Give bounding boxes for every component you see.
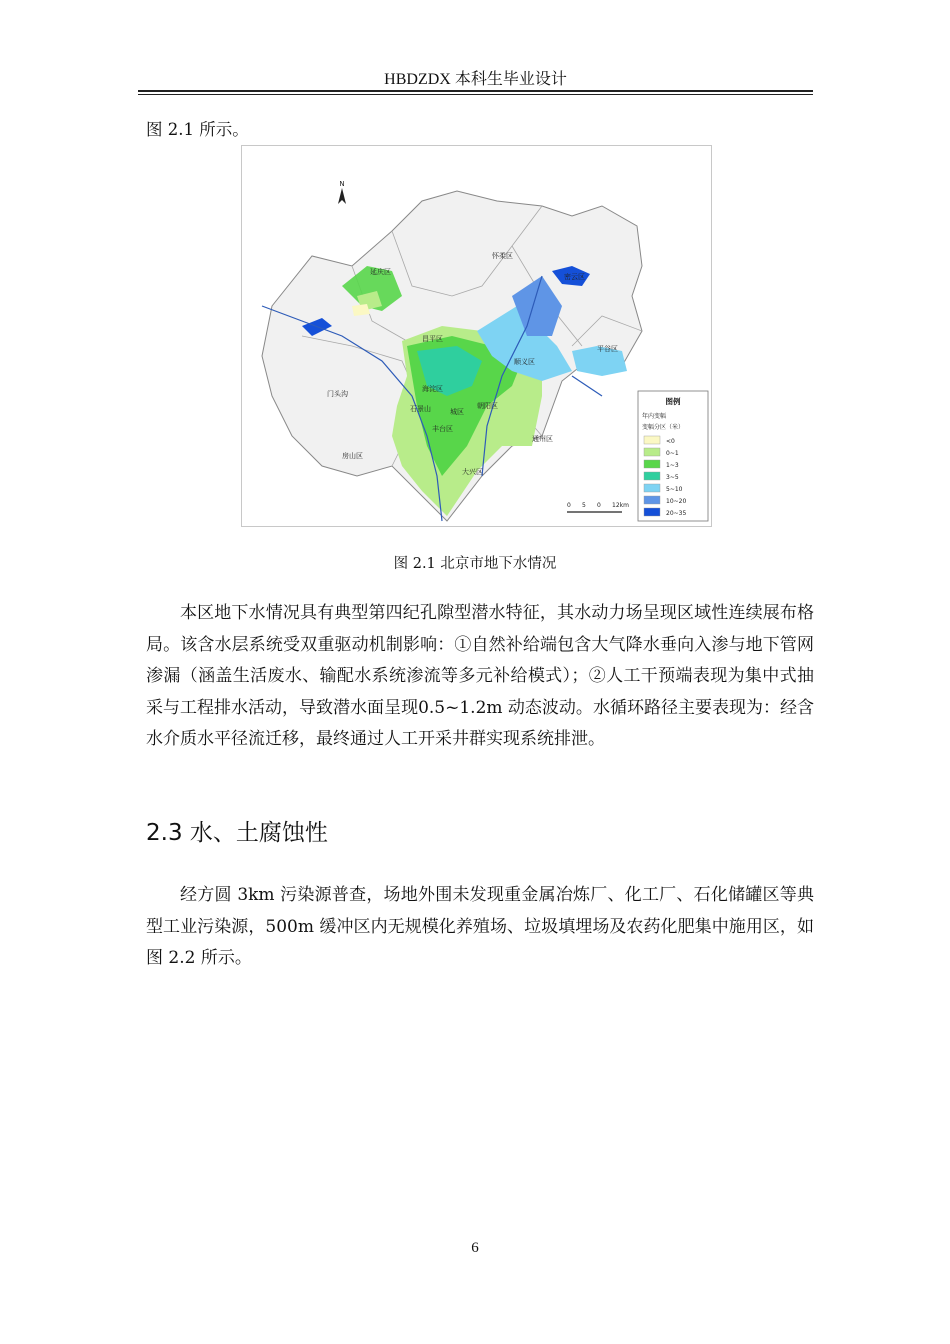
svg-text:昌平区: 昌平区 — [422, 335, 443, 343]
legend-swatch — [644, 496, 660, 504]
legend-label: 5~10 — [666, 486, 683, 493]
svg-text:大兴区: 大兴区 — [462, 468, 483, 476]
svg-text:0: 0 — [567, 502, 571, 509]
legend-label: <0 — [666, 438, 675, 445]
svg-text:年内变幅: 年内变幅 — [642, 413, 667, 420]
svg-text:12km: 12km — [612, 502, 629, 509]
legend-swatch — [644, 460, 660, 468]
legend-swatch — [644, 448, 660, 456]
groundwater-map-figure — [241, 145, 712, 527]
svg-text:延庆区: 延庆区 — [370, 268, 391, 276]
svg-text:通州区: 通州区 — [532, 435, 553, 443]
figure-caption: 图 2.1 北京市地下水情况 — [393, 556, 557, 572]
legend-swatch — [644, 508, 660, 516]
north-arrow — [338, 180, 346, 204]
legend-swatch — [644, 436, 660, 444]
header-rule-thin — [138, 94, 813, 95]
paragraph-groundwater: 本区地下水情况具有典型第四纪孔隙型潜水特征，其水动力场呈现区域性连续展布格局。该含水层系统受双重驱动机制影响：①自然补给端包含大气降水垂向入渗与地下管网渗漏（涵盖生活废水、输配水系统渗流等多元补给模式）；②人工干预端表现为集中式抽采与工程排水活动，导致潜水面呈现0.5~1.2m 动态波动。水循环路径主要表现为：经含水介质水平径流迁移，最终通过人工开采井群实现系统排泄。 — [146, 603, 814, 749]
legend-label: 3~5 — [666, 474, 679, 481]
svg-text:门头沟: 门头沟 — [327, 390, 348, 398]
svg-text:图例: 图例 — [665, 397, 681, 406]
header-rule-thick — [138, 90, 813, 92]
svg-text:N: N — [339, 180, 345, 188]
section-heading: 2.3 水、土腐蚀性 — [146, 820, 328, 846]
svg-text:平谷区: 平谷区 — [597, 345, 618, 353]
svg-text:城区: 城区 — [450, 408, 464, 416]
beijing-groundwater-map — [242, 146, 711, 526]
svg-text:变幅分区（米）: 变幅分区（米） — [642, 424, 685, 431]
legend-label: 10~20 — [666, 498, 687, 505]
legend-swatch — [644, 484, 660, 492]
svg-text:密云区: 密云区 — [564, 273, 585, 281]
map-legend — [638, 391, 708, 521]
svg-text:0: 0 — [597, 502, 601, 509]
page-header: HBDZDX 本科生毕业设计 — [384, 71, 567, 88]
svg-text:怀柔区: 怀柔区 — [492, 252, 513, 260]
lead-text: 图 2.1 所示。 — [146, 120, 249, 139]
svg-text:丰台区: 丰台区 — [432, 425, 453, 433]
svg-text:顺义区: 顺义区 — [514, 358, 535, 366]
legend-label: 1~3 — [666, 462, 679, 469]
svg-text:房山区: 房山区 — [342, 452, 363, 460]
svg-text:5: 5 — [582, 502, 586, 509]
scale-bar — [567, 502, 629, 512]
svg-text:石景山: 石景山 — [410, 405, 431, 413]
legend-label: 0~1 — [666, 450, 679, 457]
legend-label: 20~35 — [666, 510, 687, 517]
svg-text:朝阳区: 朝阳区 — [477, 402, 498, 410]
legend-swatch — [644, 472, 660, 480]
paragraph-pollution-survey: 经方圆 3km 污染源普查，场地外围未发现重金属冶炼厂、化工厂、石化储罐区等典型工业污染源，500m 缓冲区内无规模化养殖场、垃圾填埋场及农药化肥集中施用区，如图 2.2 所示。 — [146, 885, 814, 968]
svg-text:海淀区: 海淀区 — [422, 385, 443, 393]
page-number: 6 — [471, 1240, 479, 1256]
